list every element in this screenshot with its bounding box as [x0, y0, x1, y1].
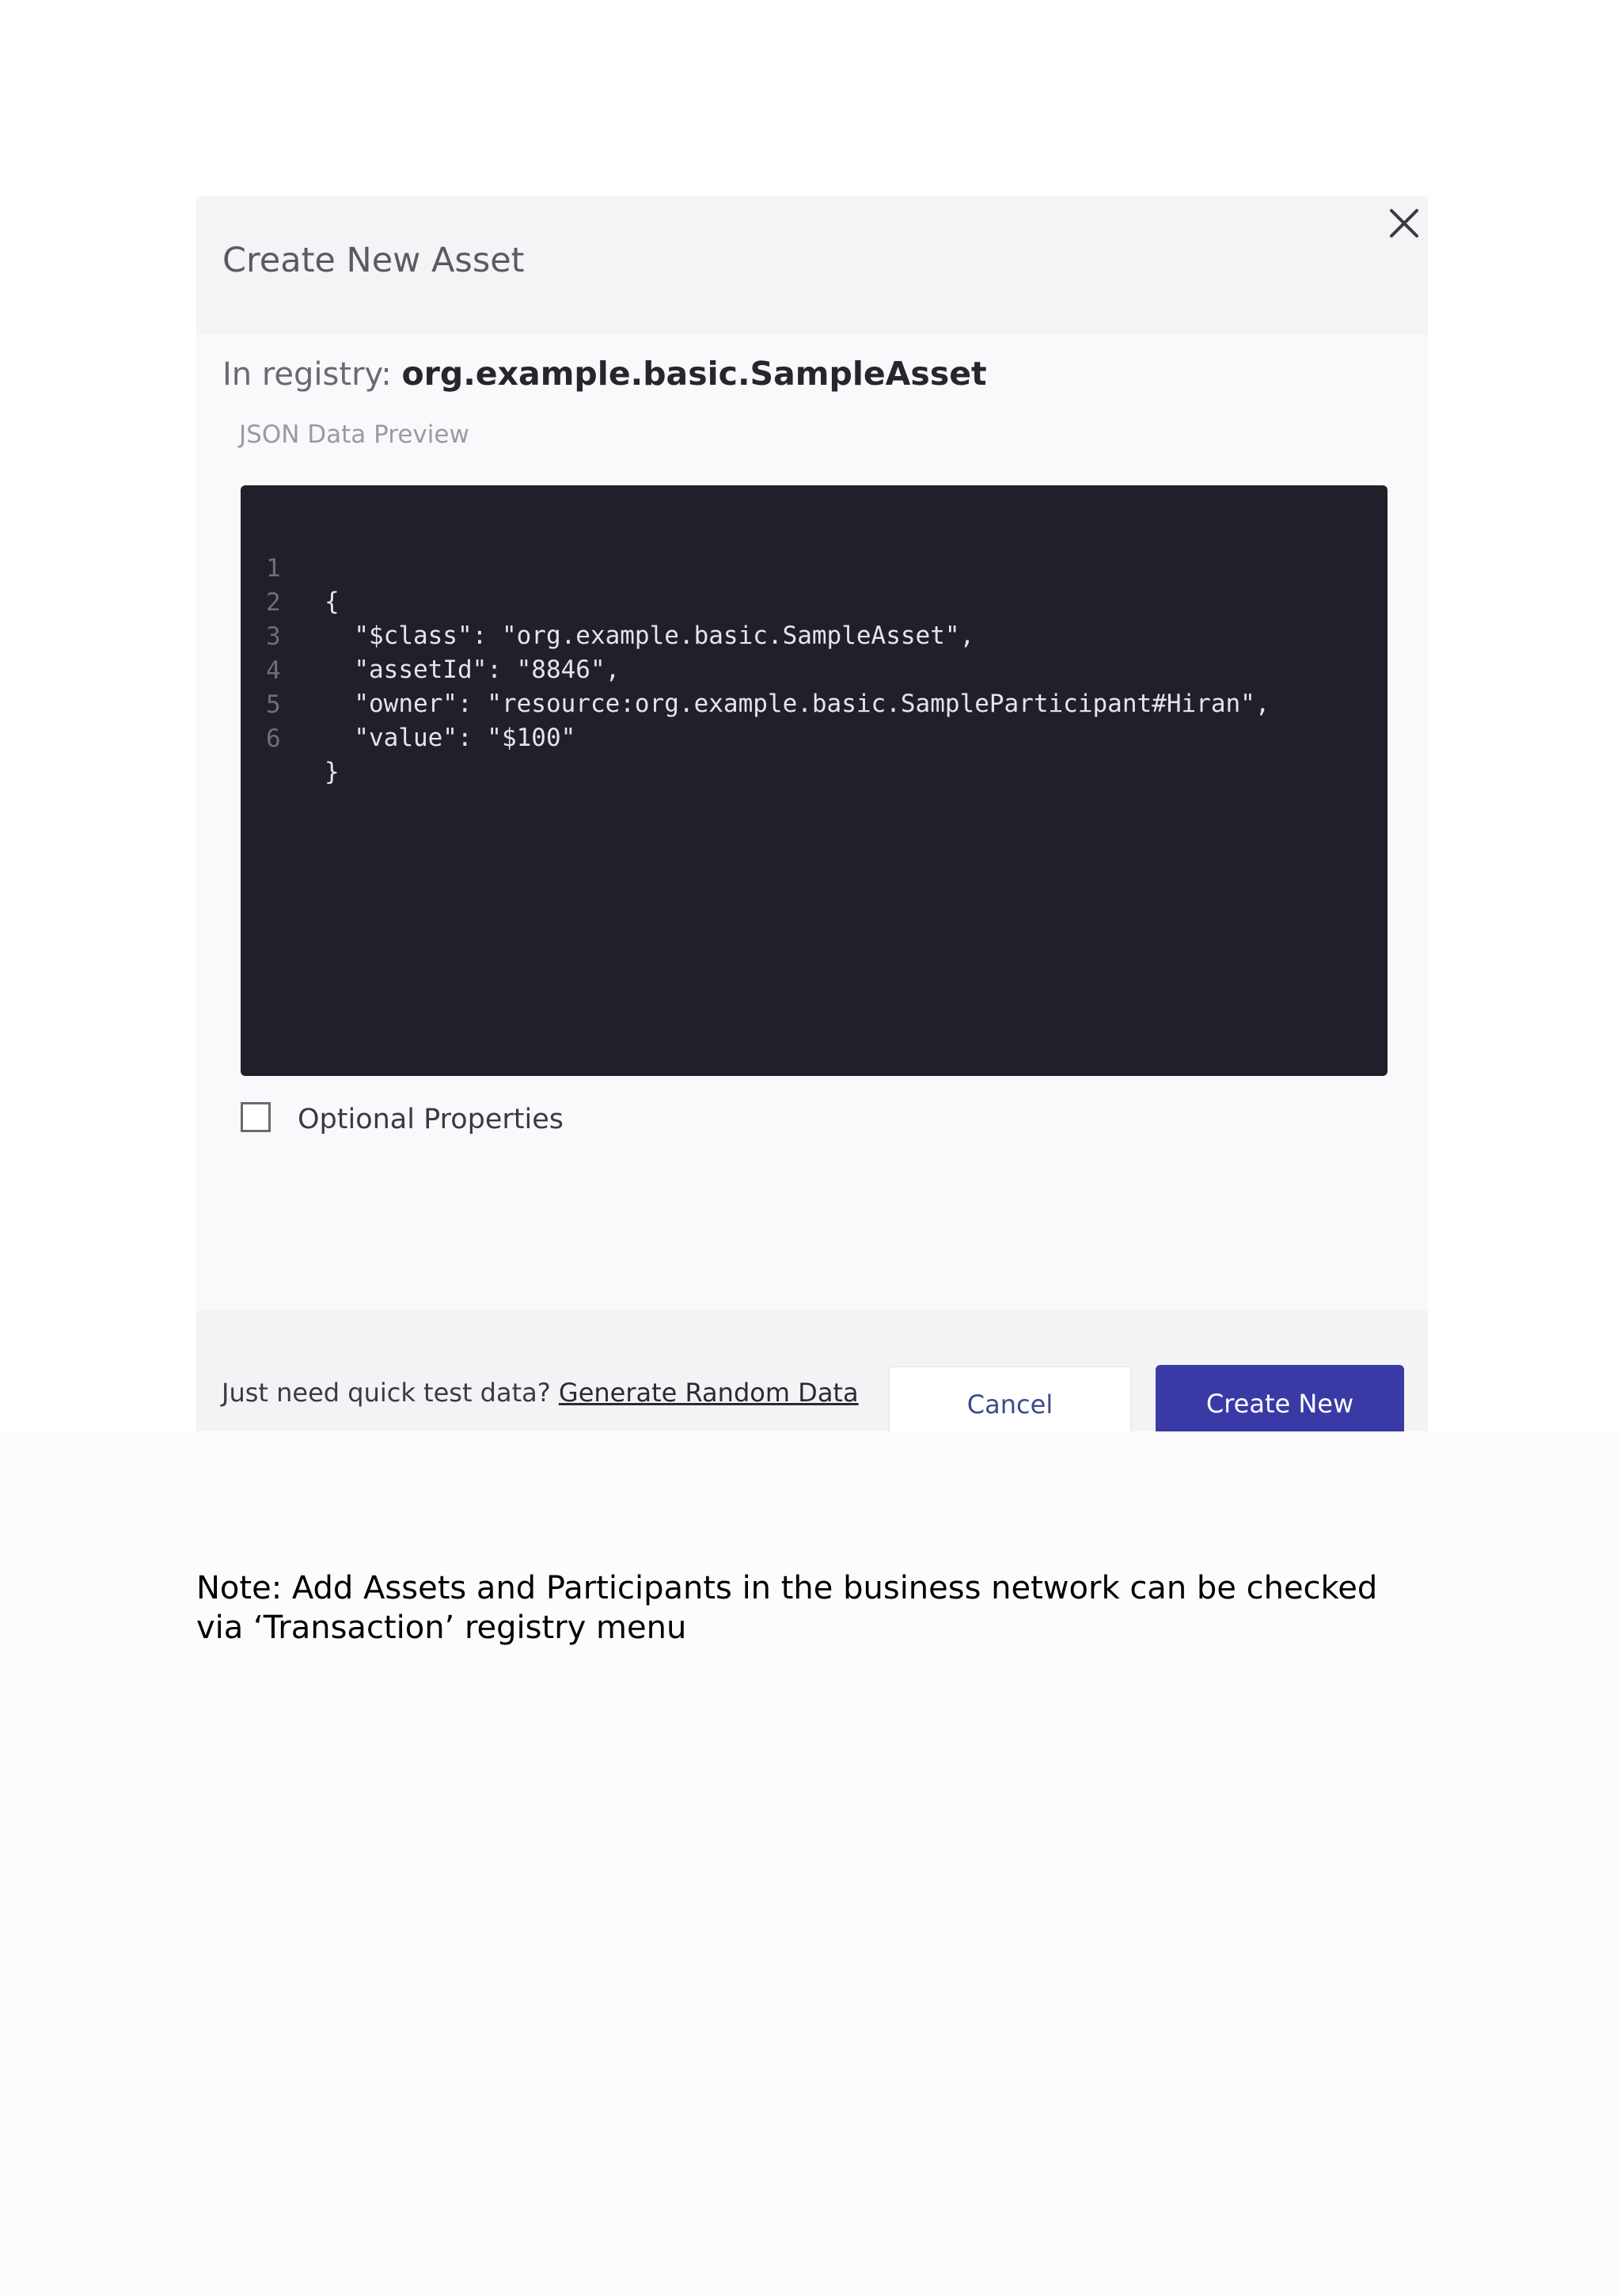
generate-random-data-link[interactable]: Generate Random Data: [558, 1378, 859, 1408]
page-background: [0, 1433, 1621, 2296]
note-text: Note: Add Assets and Participants in the business network can be checked via ‘Transaction’ registry menu: [196, 1570, 1378, 1646]
line-number: 3: [266, 622, 281, 651]
dialog-title: Create New Asset: [222, 241, 525, 280]
quick-test-prompt: Just need quick test data?: [222, 1378, 559, 1408]
registry-name: org.example.basic.SampleAsset: [401, 355, 987, 393]
line-number: 6: [266, 724, 281, 753]
registry-line: [222, 355, 987, 393]
checkbox-icon[interactable]: [241, 1102, 271, 1132]
code-text: }: [325, 758, 340, 786]
line-number: 5: [266, 690, 281, 719]
create-asset-dialog: [196, 196, 1428, 1431]
line-number: 1: [266, 554, 281, 583]
code-line: [241, 519, 340, 616]
json-code-editor[interactable]: [241, 485, 1388, 1076]
json-preview-label: JSON Data Preview: [239, 420, 469, 449]
optional-properties-label: Optional Properties: [298, 1104, 564, 1135]
quick-test-data-text: [222, 1378, 859, 1408]
code-text: "value": "$100": [325, 724, 576, 752]
create-new-button[interactable]: Create New: [1156, 1365, 1404, 1431]
code-line: [241, 689, 340, 786]
code-line: [241, 553, 975, 650]
registry-prefix: In registry:: [222, 356, 402, 393]
code-text: {: [325, 587, 340, 616]
close-icon[interactable]: [1384, 203, 1425, 244]
line-number: 4: [266, 656, 281, 685]
code-line: [241, 587, 621, 684]
code-text: "$class": "org.example.basic.SampleAsset",: [325, 622, 975, 650]
code-text: "owner": "resource:org.example.basic.SampleParticipant#Hiran",: [325, 690, 1270, 718]
code-text: "assetId": "8846",: [325, 656, 621, 684]
cancel-button[interactable]: Cancel: [889, 1367, 1131, 1431]
line-number: 2: [266, 588, 281, 617]
